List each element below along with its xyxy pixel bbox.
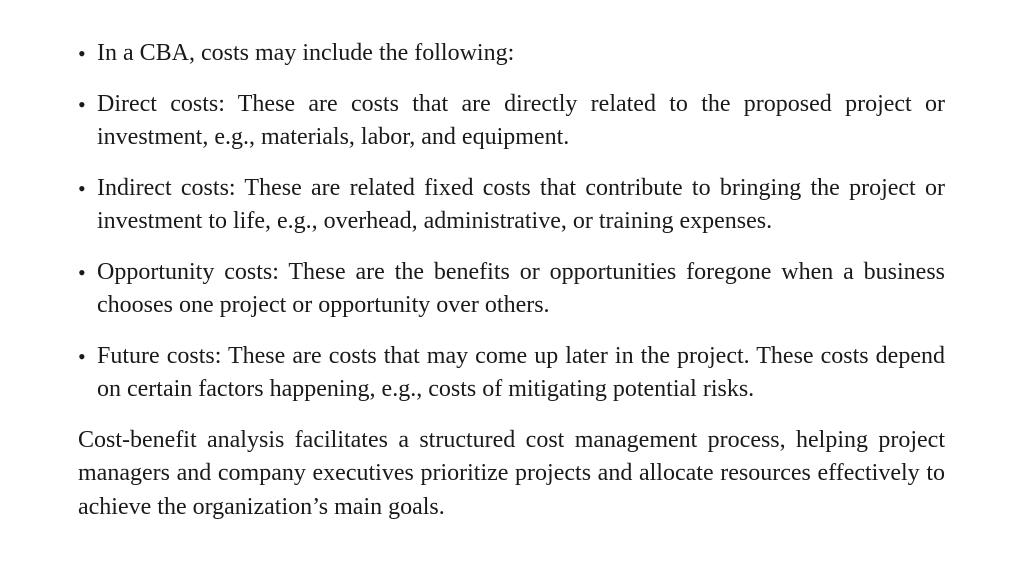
bullet-marker: • — [78, 343, 86, 369]
bullet-item-opportunity-costs — [78, 256, 945, 323]
bullet-marker: • — [78, 175, 86, 201]
bullet-item-intro — [78, 37, 945, 71]
bullet-item-indirect-costs — [78, 172, 945, 239]
bullet-item-direct-costs — [78, 88, 945, 155]
bullet-item-future-costs — [78, 340, 945, 407]
bullet-text: Opportunity costs: These are the benefits or opportunities foregone when a business chooses one project or opportunity over others. — [97, 258, 945, 318]
bullet-text: Direct costs: These are costs that are directly related to the proposed project or investment, e.g., materials, labor, and equipment. — [97, 90, 945, 150]
summary-paragraph: Cost-benefit analysis facilitates a structured cost management process, helping project managers and company executives prioritize projects and allocate resources effectively to achieve the organization’s main goals. — [78, 426, 945, 520]
bullet-list — [78, 37, 945, 407]
bullet-marker: • — [78, 259, 86, 285]
bullet-marker: • — [78, 41, 86, 66]
bullet-marker: • — [78, 91, 86, 117]
bullet-text: In a CBA, costs may include the following: — [97, 40, 515, 66]
bullet-text: Future costs: These are costs that may come up later in the project. These costs depend on certain factors happening, e.g., costs of mitigating potential risks. — [97, 342, 945, 402]
bullet-text: Indirect costs: These are related fixed costs that contribute to bringing the project or investment to life, e.g., overhead, administrative, or training expenses. — [97, 174, 945, 234]
